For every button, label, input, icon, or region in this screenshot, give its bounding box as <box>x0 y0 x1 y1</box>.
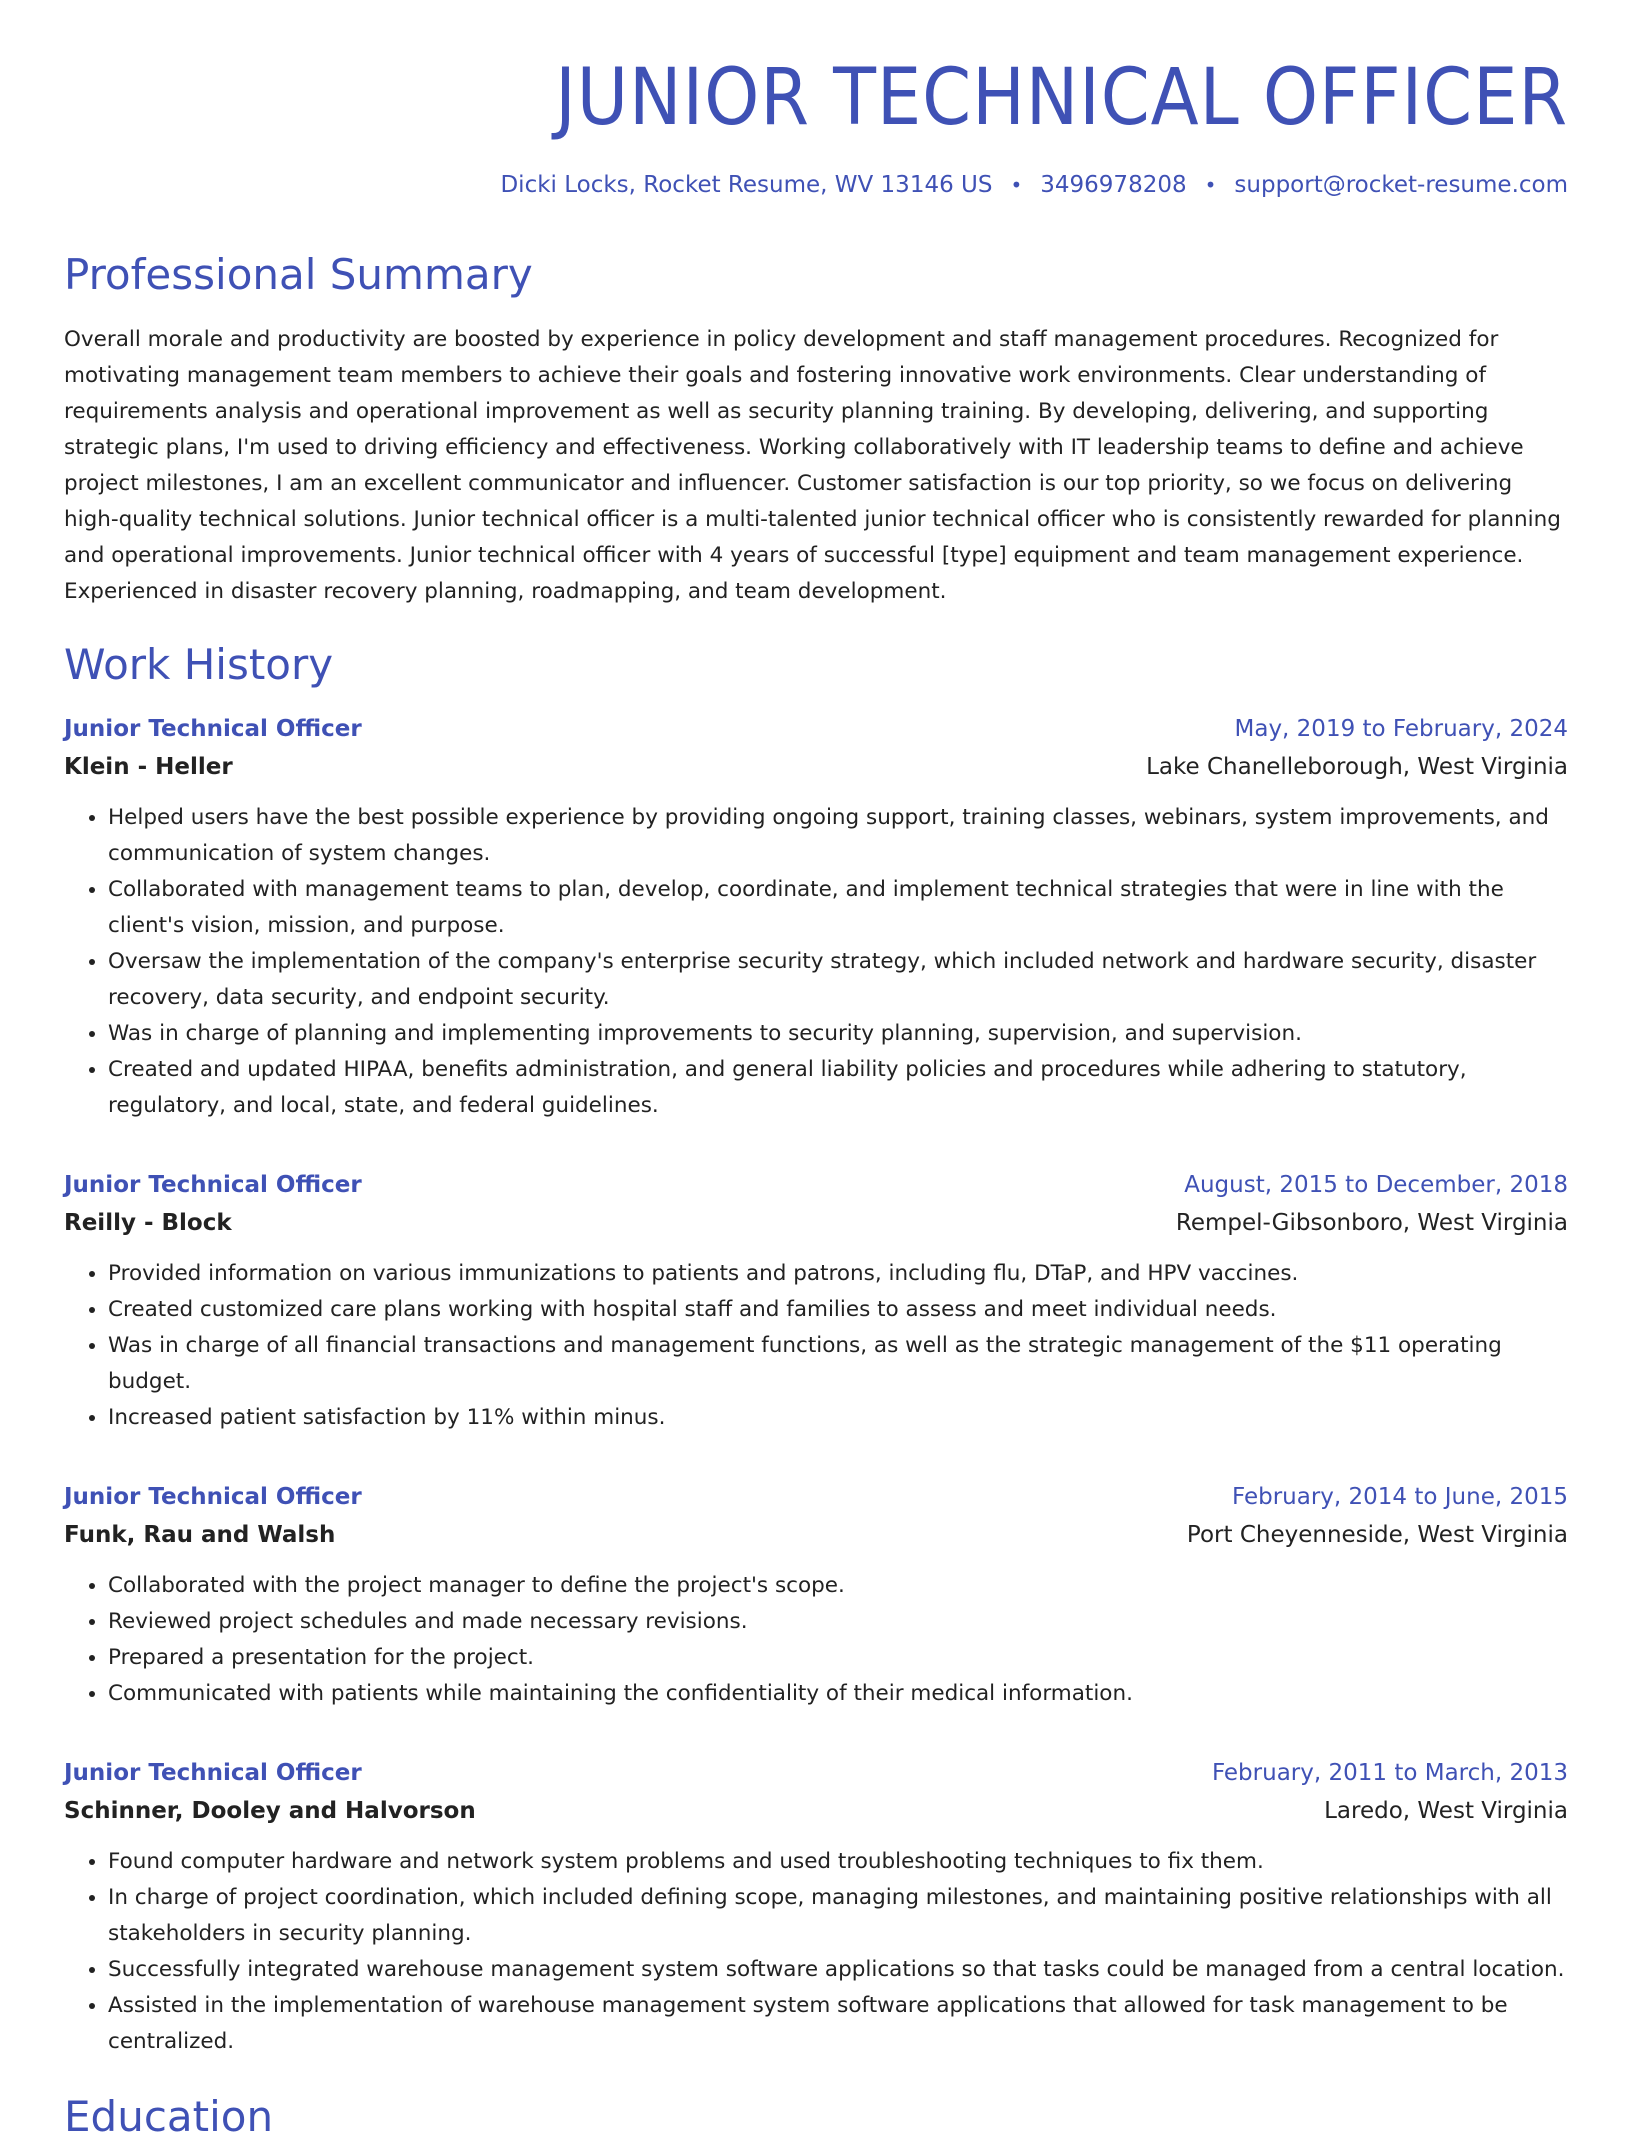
contact-line <box>64 172 1568 198</box>
job-bullet: • Created customized care plans working with hospital staff and families to assess and meet individual needs. <box>108 1292 1568 1328</box>
job-dates: February, 2014 to June, 2015 <box>1231 1484 1568 1511</box>
job-role-row <box>64 1172 1568 1198</box>
job-role-row <box>64 1484 1568 1510</box>
job-company: Reilly - Block <box>64 1210 232 1237</box>
job-location: Lake Chanelleborough, West Virginia <box>1146 754 1568 781</box>
job-bullet: • In charge of project coordination, which included defining scope, managing milestones, and maintaining positive relationships with all stakeholders in security planning. <box>108 1880 1568 1952</box>
job-company: Funk, Rau and Walsh <box>64 1522 336 1549</box>
job-bullet: • Was in charge of planning and implementing improvements to security planning, supervision, and supervision. <box>108 1016 1568 1052</box>
job-bullet: • Found computer hardware and network system problems and used troubleshooting techniques to fix them. <box>108 1844 1568 1880</box>
job-bullets <box>64 1844 1568 2060</box>
job-bullet: • Oversaw the implementation of the company's enterprise security strategy, which included network and hardware security, disaster recovery, data security, and endpoint security. <box>108 944 1568 1016</box>
job-role-row <box>64 1760 1568 1786</box>
resume-title: JUNIOR TECHNICAL OFFICER <box>555 53 1568 143</box>
job-location: Rempel-Gibsonboro, West Virginia <box>1175 1210 1568 1237</box>
job-location: Port Cheyenneside, West Virginia <box>1186 1522 1568 1549</box>
summary-heading: Professional Summary <box>64 249 533 299</box>
job-role-row <box>64 716 1568 742</box>
education-section <box>64 2092 1568 2142</box>
contact-separator: • <box>1204 172 1217 197</box>
job-bullet: • Provided information on various immunizations to patients and patrons, including flu, DTaP, and HPV vaccines. <box>108 1256 1568 1292</box>
job-dates: February, 2011 to March, 2013 <box>1211 1760 1568 1787</box>
job-company: Schinner, Dooley and Halvorson <box>64 1798 476 1825</box>
work-history-heading: Work History <box>64 640 334 690</box>
job-entry <box>64 1760 1568 2060</box>
contact-email: support@rocket-resume.com <box>1234 171 1568 198</box>
job-company-row <box>64 754 1568 780</box>
summary-text: Overall morale and productivity are boosted by experience in policy development and staff management procedures. Recognized for motivating management team members to achieve their goals and fostering innovative work environments. Clear understanding of requirements analysis and operational improvement as well as security planning training. By developing, delivering, and supporting strategic plans, I'm used to driving efficiency and effectiveness. Working collaboratively with IT leadership teams to define and achieve project milestones, I am an excellent communicator and influencer. Customer satisfaction is our top priority, so we focus on delivering high-quality technical solutions. Junior technical officer is a multi-talented junior technical officer who is consistently rewarded for planning and operational improvements. Junior technical officer with 4 years of successful [type] equipment and team management experience. Experienced in disaster recovery planning, roadmapping, and team development. <box>64 327 1561 605</box>
contact-phone: 3496978208 <box>1040 171 1187 198</box>
job-bullets <box>64 1568 1568 1712</box>
job-bullet: • Helped users have the best possible experience by providing ongoing support, training classes, webinars, system improvements, and communication of system changes. <box>108 800 1568 872</box>
job-bullet: • Created and updated HIPAA, benefits administration, and general liability policies and procedures while adhering to statutory, regulatory, and local, state, and federal guidelines. <box>108 1052 1568 1124</box>
job-entry <box>64 1484 1568 1712</box>
job-company-row <box>64 1798 1568 1824</box>
job-role: Junior Technical Officer <box>64 1760 362 1787</box>
education-heading: Education <box>64 2092 274 2142</box>
job-entry <box>64 716 1568 1124</box>
job-bullet: • Increased patient satisfaction by 11% within minus. <box>108 1400 1568 1436</box>
job-role: Junior Technical Officer <box>64 716 362 743</box>
job-company: Klein - Heller <box>64 754 233 781</box>
job-bullet: • Assisted in the implementation of warehouse management system software applications that allowed for task management to be centralized. <box>108 1988 1568 2060</box>
job-bullet: • Collaborated with management teams to plan, develop, coordinate, and implement technical strategies that were in line with the client's vision, mission, and purpose. <box>108 872 1568 944</box>
job-bullets <box>64 1256 1568 1436</box>
job-bullet: • Prepared a presentation for the project. <box>108 1640 1568 1676</box>
job-bullets <box>64 800 1568 1124</box>
job-role: Junior Technical Officer <box>64 1172 362 1199</box>
job-list <box>64 716 1568 2060</box>
job-dates: May, 2019 to February, 2024 <box>1234 716 1568 743</box>
job-bullet: • Successfully integrated warehouse management system software applications so that tasks could be managed from a central location. <box>108 1952 1568 1988</box>
job-role: Junior Technical Officer <box>64 1484 362 1511</box>
contact-separator: • <box>1010 172 1023 197</box>
work-history-section <box>64 640 1568 2060</box>
job-entry <box>64 1172 1568 1436</box>
job-bullet: • Reviewed project schedules and made necessary revisions. <box>108 1604 1568 1640</box>
job-location: Laredo, West Virginia <box>1324 1798 1568 1825</box>
job-dates: August, 2015 to December, 2018 <box>1184 1172 1568 1199</box>
job-bullet: • Was in charge of all financial transactions and management functions, as well as the strategic management of the $11 operating budget. <box>108 1328 1568 1400</box>
summary-section <box>64 250 1568 610</box>
job-bullet: • Communicated with patients while maintaining the confidentiality of their medical information. <box>108 1676 1568 1712</box>
job-company-row <box>64 1210 1568 1236</box>
job-bullet: • Collaborated with the project manager to define the project's scope. <box>108 1568 1568 1604</box>
contact-address: Dicki Locks, Rocket Resume, WV 13146 US <box>500 171 993 198</box>
job-company-row <box>64 1522 1568 1548</box>
resume-header <box>64 54 1568 198</box>
